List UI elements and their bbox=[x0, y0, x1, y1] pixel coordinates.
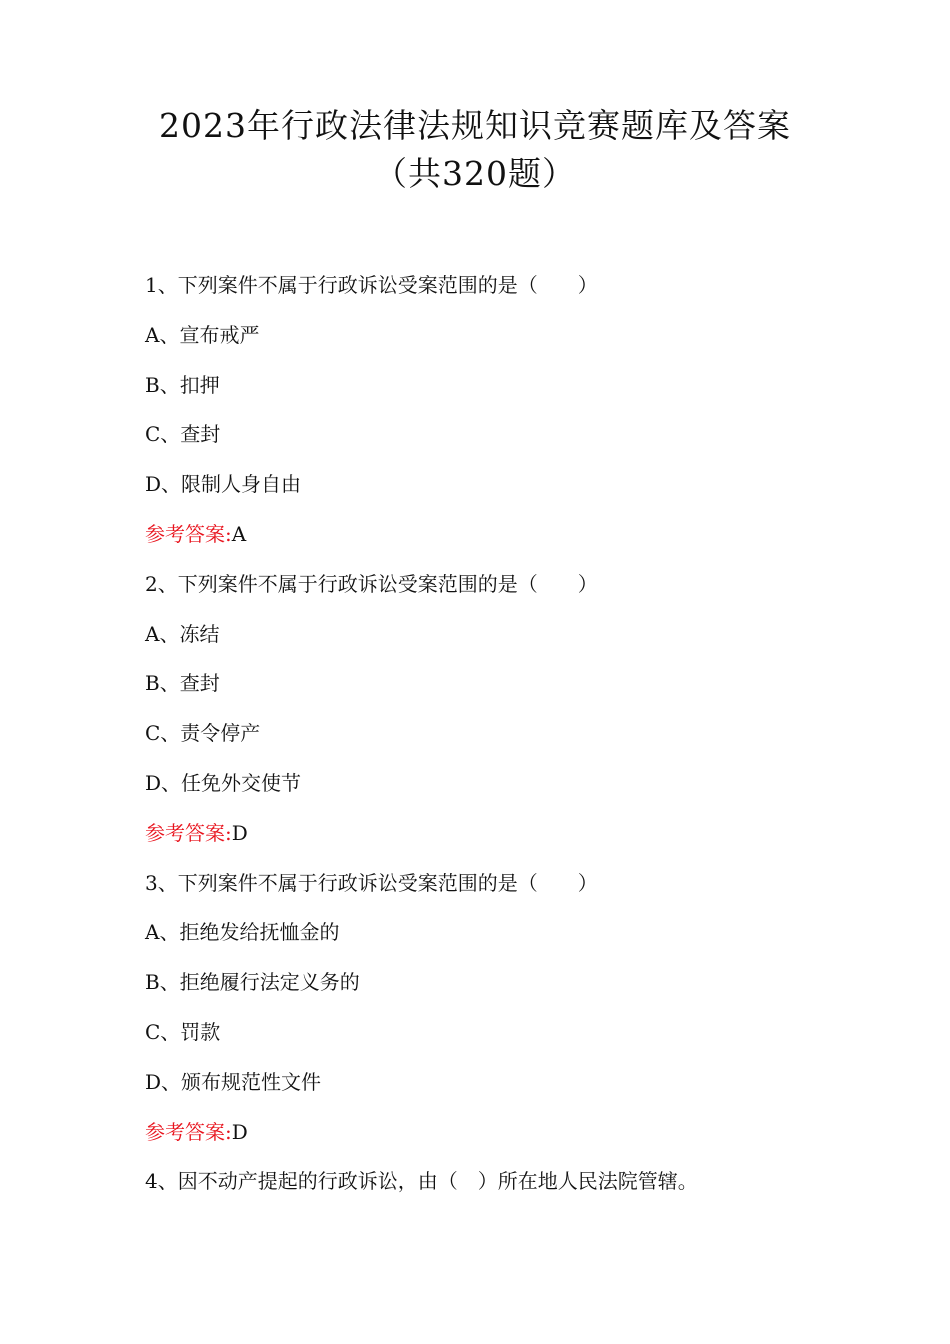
option-c: C、责令停产 bbox=[145, 721, 261, 746]
answer-value: D bbox=[231, 1119, 248, 1144]
answer-label: 参考答案: bbox=[145, 820, 232, 845]
option-d: D、任免外交使节 bbox=[145, 770, 302, 795]
option-b: B、查封 bbox=[145, 671, 220, 696]
option-c: C、罚款 bbox=[145, 1019, 221, 1044]
option-b: B、扣押 bbox=[145, 372, 220, 397]
answer-value: A bbox=[231, 521, 247, 546]
question-stem: 4、因不动产提起的行政诉讼，由（ ）所在地人民法院管辖。 bbox=[145, 1169, 698, 1194]
reference-answer bbox=[145, 519, 825, 569]
question-list bbox=[145, 270, 825, 1216]
option-a: A、宣布戒严 bbox=[145, 322, 260, 347]
option-a: A、冻结 bbox=[145, 621, 220, 646]
document-subtitle: （共320题） bbox=[374, 154, 576, 193]
question-stem: 3、下列案件不属于行政诉讼受案范围的是（ ） bbox=[145, 870, 598, 895]
option-a: A、拒绝发给抚恤金的 bbox=[145, 920, 340, 945]
answer-label: 参考答案: bbox=[145, 521, 232, 546]
answer-label: 参考答案: bbox=[145, 1119, 232, 1144]
answer-value: D bbox=[231, 820, 248, 845]
option-c: C、查封 bbox=[145, 422, 221, 447]
document-title: 2023年行政法律法规知识竞赛题库及答案 bbox=[159, 106, 791, 145]
option-d: D、颁布规范性文件 bbox=[145, 1069, 322, 1094]
option-b: B、拒绝履行法定义务的 bbox=[145, 970, 360, 995]
reference-answer bbox=[145, 1117, 825, 1167]
reference-answer bbox=[145, 818, 825, 868]
option-d: D、限制人身自由 bbox=[145, 472, 302, 497]
question-stem: 2、下列案件不属于行政诉讼受案范围的是（ ） bbox=[145, 571, 598, 596]
question-stem: 1、下列案件不属于行政诉讼受案范围的是（ ） bbox=[145, 273, 598, 297]
